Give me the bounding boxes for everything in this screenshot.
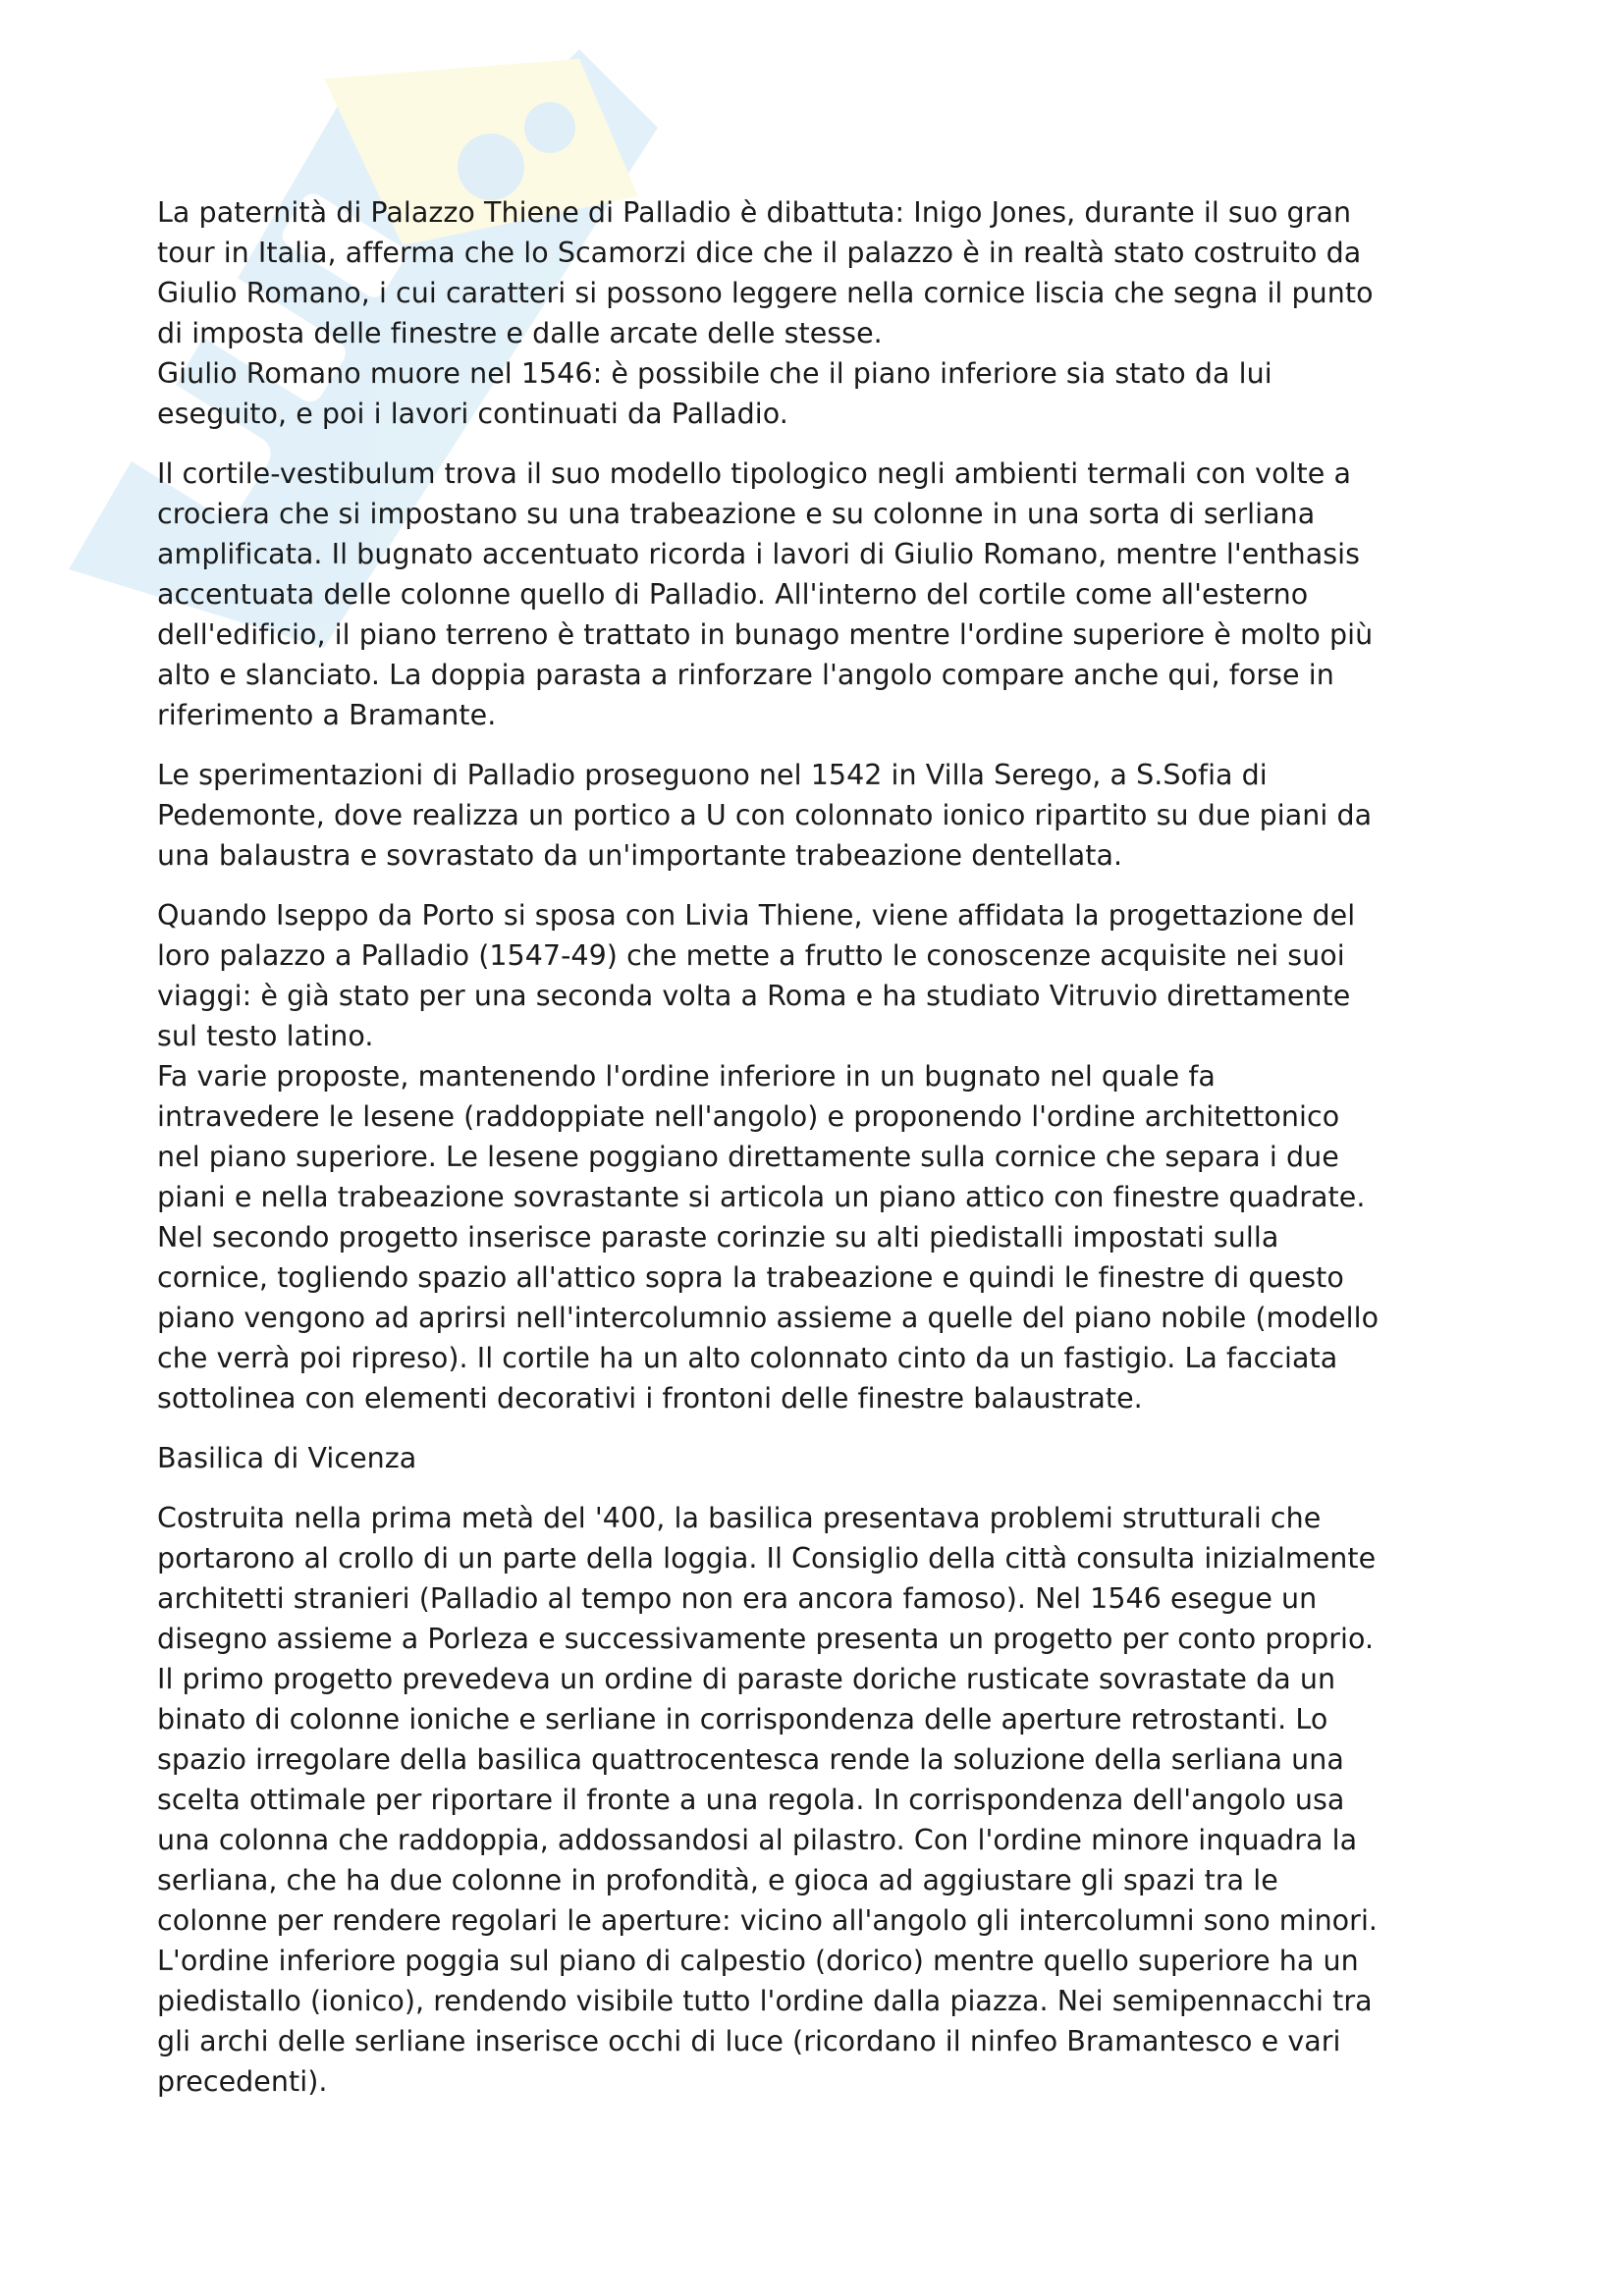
paragraph-villa-serego: Le sperimentazioni di Palladio proseguono nel 1542 in Villa Serego, a S.Sofia di Pedemonte, dove realizza un portico a U con colonnato ionico ripartito su due piani da una balaustra e sovrastato da un'importante trabeazione dentellata.	[157, 759, 1373, 872]
paragraph-palazzo-thiene: La paternità di Palazzo Thiene di Palladio è dibattuta: Inigo Jones, durante il suo gran tour in Italia, afferma che lo Scamorzi dice che il palazzo è in realtà stato costruito da Giulio Romano, i cui caratteri si possono leggere nella cornice liscia che segna il punto di imposta delle finestre e dalle arcate delle stesse. Giulio Romano muore nel 1546: è possibile che il piano inferiore sia stato da lui eseguito, e poi i lavori continuati da Palladio.	[157, 196, 1374, 430]
section-heading-basilica: Basilica di Vicenza	[157, 1442, 417, 1474]
paragraph-palazzo-porto: Quando Iseppo da Porto si sposa con Livia Thiene, viene affidata la progettazione del loro palazzo a Palladio (1547-49) che mette a frutto le conoscenze acquisite nei suoi viaggi: è già stato per una seconda volta a Roma e ha studiato Vitruvio direttamente sul testo latino. Fa varie proposte, mantenendo l'ordine inferiore in un bugnato nel quale fa intravedere le lesene (raddoppiate nell'angolo) e proponendo l'ordine architettonico nel piano superiore. Le lesene poggiano direttamente sulla cornice che separa i due piani e nella trabeazione sovrastante si articola un piano attico con finestre quadrate. Nel secondo progetto inserisce paraste corinzie su alti piedistalli impostati sulla cornice, togliendo spazio all'attico sopra la trabeazione e quindi le finestre di questo piano vengono ad aprirsi nell'intercolumnio assieme a quelle del piano nobile (modello che verrà poi ripreso). Il cortile ha un alto colonnato cinto da un fastigio. La facciata sottolinea con elementi decorativi i frontoni delle finestre balaustrate.	[157, 899, 1380, 1415]
document-body	[157, 192, 1483, 2121]
paragraph-cortile-vestibulum: Il cortile-vestibulum trova il suo modello tipologico negli ambienti termali con volte a crociera che si impostano su una trabeazione e su colonne in una sorta di serliana amplificata. Il bugnato accentuato ricorda i lavori di Giulio Romano, mentre l'enthasis accentuata delle colonne quello di Palladio. All'interno del cortile come all'esterno dell'edificio, il piano terreno è trattato in bunago mentre l'ordine superiore è molto più alto e slanciato. La doppia parasta a rinforzare l'angolo compare anche qui, forse in riferimento a Bramante.	[157, 457, 1374, 731]
paragraph-basilica: Costruita nella prima metà del '400, la basilica presentava problemi strutturali che portarono al crollo di un parte della loggia. Il Consiglio della città consulta inizialmente architetti stranieri (Palladio al tempo non era ancora famoso). Nel 1546 esegue un disegno assieme a Porleza e successivamente presenta un progetto per conto proprio. Il primo progetto prevedeva un ordine di paraste doriche rusticate sovrastate da un binato di colonne ioniche e serliane in corrispondenza delle aperture retrostanti. Lo spazio irregolare della basilica quattrocentesca rende la soluzione della serliana una scelta ottimale per riportare il fronte a una regola. In corrispondenza dell'angolo usa una colonna che raddoppia, addossandosi al pilastro. Con l'ordine minore inquadra la serliana, che ha due colonne in profondità, e gioca ad aggiustare gli spazi tra le colonne per rendere regolari le aperture: vicino all'angolo gli intercolumni sono minori. L'ordine inferiore poggia sul piano di calpestio (dorico) mentre quello superiore ha un piedistallo (ionico), rendendo visibile tutto l'ordine dalla piazza. Nei semipennacchi tra gli archi delle serliane inserisce occhi di luce (ricordano il ninfeo Bramantesco e vari precedenti).	[157, 1502, 1379, 2098]
